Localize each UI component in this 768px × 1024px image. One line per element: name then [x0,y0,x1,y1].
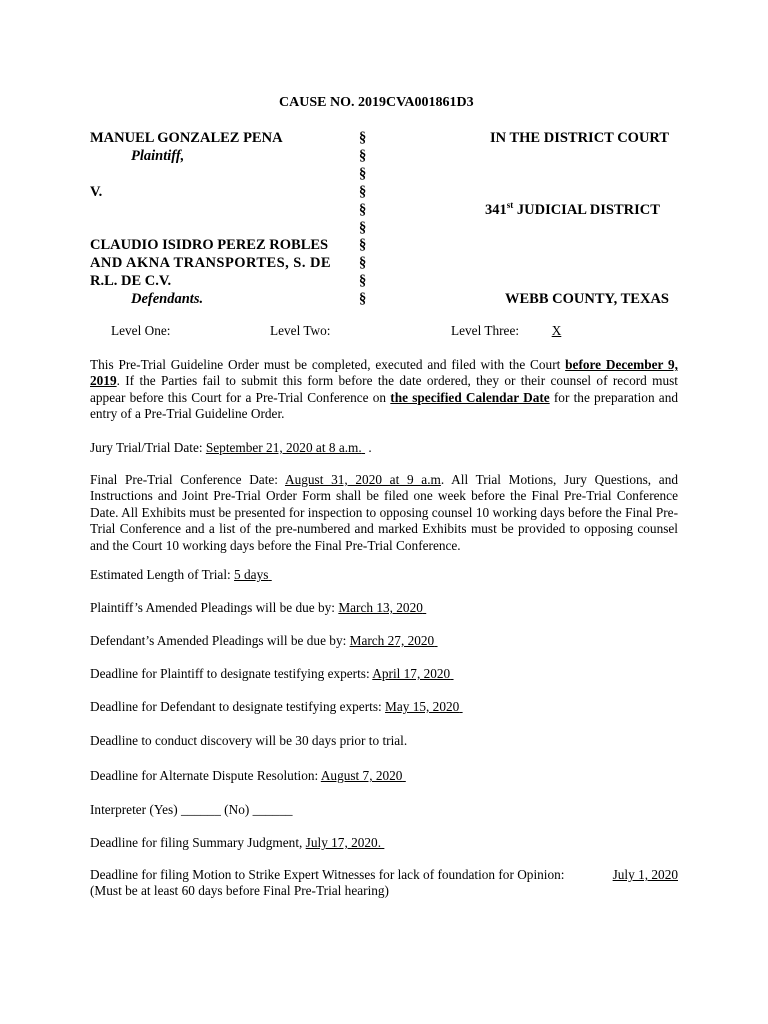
defendant-pleadings-line [90,633,438,649]
plaintiff-experts-date: April 17, 2020 [372,666,451,681]
section-symbol: § [359,273,367,289]
level-two-label: Level Two: [270,323,331,338]
section-symbol: § [359,148,367,164]
section-symbol: § [359,255,367,271]
jury-trial-date: September 21, 2020 at 8 a.m. [205,440,362,455]
level-three-value: X [551,323,562,338]
adr-label: Deadline for Alternate Dispute Resolution: [90,768,319,783]
defendant-name-line-1: CLAUDIO ISIDRO PEREZ ROBLES [90,237,329,253]
plaintiff-pleadings-label: Plaintiff’s Amended Pleadings will be due by: [90,600,335,615]
adr-date: August 7, 2020 [320,768,403,783]
intro-deadline: before December 9, 2019 [90,357,678,389]
defendant-pleadings-date: March 27, 2020 [349,633,435,648]
level-three-label: Level Three: [451,323,520,338]
final-pretrial-paragraph [90,472,678,554]
trial-length-line [90,567,272,583]
section-symbol: § [359,220,367,236]
defendant-pleadings-label: Defendant’s Amended Pleadings will be due by: [90,633,347,648]
discovery-deadline: Deadline to conduct discovery will be 30 days prior to trial. [90,733,408,748]
cause-number: CAUSE NO. 2019CVA001861D3 [279,95,474,110]
intro-text-2: . If the Parties fail to submit this form before the date ordered, they or their counsel of record must appear before this Court for a Pre-Trial Conference on [90,373,678,405]
adr-line [90,768,406,784]
intro-paragraph [90,357,678,423]
defendant-experts-label: Deadline for Defendant to designate testifying experts: [90,699,382,714]
section-symbol: § [359,291,367,307]
defendant-experts-date: May 15, 2020 [385,699,460,714]
summary-judgment-label: Deadline for filing Summary Judgment, [90,835,303,850]
section-symbol: § [359,202,367,218]
trial-length-value: 5 days [234,567,269,582]
summary-judgment-date: July 17, 2020. [305,835,382,850]
plaintiff-experts-line [90,666,454,682]
district-number: 341 [485,202,507,218]
defendant-name-line-3: R.L. DE C.V. [90,273,172,289]
plaintiff-experts-label: Deadline for Plaintiff to designate testifying experts: [90,666,370,681]
strike-experts-label: Deadline for filing Motion to Strike Expert Witnesses for lack of foundation for Opinion: [90,867,565,882]
final-pretrial-label: Final Pre-Trial Conference Date: [90,472,279,487]
defendant-name-line-2: AND AKNA TRANSPORTES, S. DE [90,255,332,271]
section-symbol: § [359,237,367,253]
intro-calendar-date: the specified Calendar Date [390,389,550,405]
final-pretrial-text: . All Trial Motions, Jury Questions, and Instructions and Joint Pre-Trial Order Form shall be filed one week before the Final Pre-Trial Conference Date. All Exhibits must be presented for inspection to opposing counsel 10 working days before the Final Pre-Trial Conference and a list of the pre-numbered and marked Exhibits must be provided to opposing counsel and the Court 10 working days before the Final Pre-Trial Conference. [90,472,679,553]
versus: V. [90,184,103,200]
jury-trial-line [90,440,372,456]
strike-experts-note: (Must be at least 60 days before Final Pre-Trial hearing) [90,883,389,898]
section-symbol: § [359,130,367,146]
section-symbol: § [359,184,367,200]
trial-length-label: Estimated Length of Trial: [90,567,231,582]
district-ordinal: st [506,200,514,211]
strike-experts-date: July 1, 2020 [612,867,678,882]
strike-experts-line [90,867,678,883]
judicial-district [485,202,660,219]
plaintiff-pleadings-date: March 13, 2020 [338,600,423,615]
intro-text-1: This Pre-Trial Guideline Order must be completed, executed and filed with the Court [90,357,566,372]
court-name: IN THE DISTRICT COURT [490,130,670,146]
plaintiff-pleadings-line [90,600,426,616]
defendant-role: Defendants. [131,291,204,307]
summary-judgment-line [90,835,384,851]
interpreter-line: Interpreter (Yes) ______ (No) ______ [90,802,293,817]
section-symbol: § [359,166,367,182]
defendant-experts-line [90,699,463,715]
final-pretrial-date: August 31, 2020 at 9 a.m [284,472,441,487]
intro-text-3: for the preparation and entry of a Pre-Trial Guideline Order. [90,389,679,422]
plaintiff-name: MANUEL GONZALEZ PENA [90,130,283,146]
county-name: WEBB COUNTY, TEXAS [505,291,669,307]
plaintiff-role: Plaintiff, [131,148,185,164]
district-label: JUDICIAL DISTRICT [513,202,660,218]
level-one-label: Level One: [111,323,171,338]
jury-trial-label: Jury Trial/Trial Date: [90,440,203,455]
jury-trial-tail: . [368,440,372,455]
